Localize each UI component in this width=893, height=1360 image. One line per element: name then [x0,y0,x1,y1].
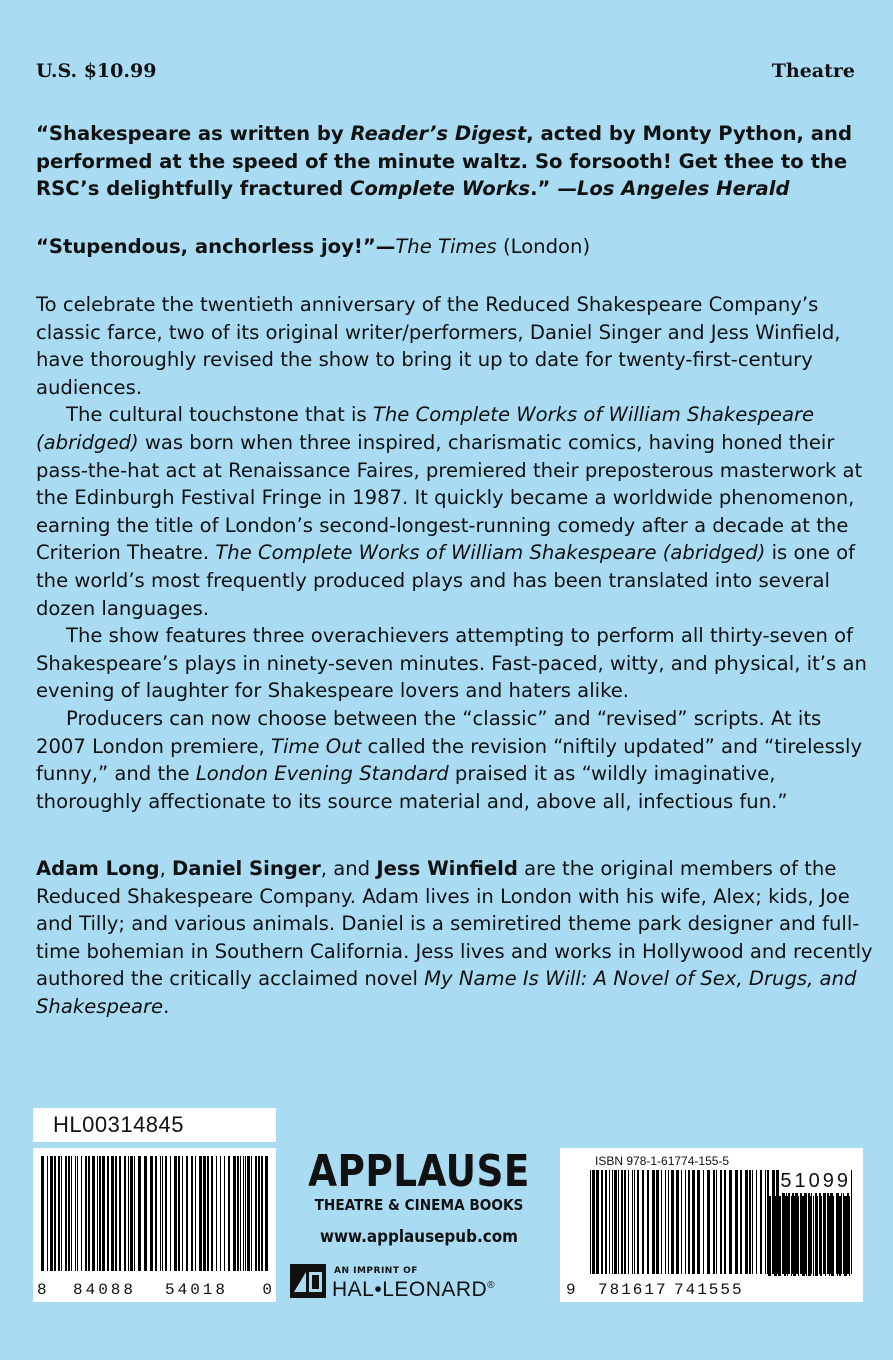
barcode-bar [740,1170,742,1274]
barcode-bar [160,1156,161,1271]
bio-text: . [163,994,170,1018]
barcode-bar [839,1196,841,1276]
barcode-bar [41,1156,44,1271]
header-row [36,60,855,88]
barcode-bar [688,1170,690,1274]
publisher-name: APPLAUSE [308,1146,530,1197]
barcode-bar [668,1170,669,1274]
barcode-bar [255,1156,257,1271]
review-quote-2 [36,233,876,261]
barcode-bar [784,1196,786,1276]
barcode-bar [632,1170,633,1274]
barcode-bar [245,1156,246,1271]
barcode-bar [199,1156,202,1271]
barcode-bar [735,1170,738,1274]
registered-mark: ® [487,1280,496,1291]
barcode-bar [729,1170,732,1274]
barcode-bar [65,1156,67,1271]
barcode-bar [233,1156,236,1271]
barcode-bar [647,1170,649,1274]
author-bio [36,855,876,1021]
barcode-bar [54,1156,56,1271]
barcode-bar [793,1196,796,1276]
barcode-bar [768,1196,771,1276]
barcode-bar [97,1156,98,1271]
barcode-bar [628,1170,629,1274]
barcode-bar [774,1196,777,1276]
barcode-bar [813,1196,814,1276]
price-barcode-bars [768,1196,853,1276]
barcode-bar [692,1170,695,1274]
barcode-bar [261,1156,263,1271]
description-paragraph: The show features three overachievers attempting to perform all thirty-seven of Shakespeare’s plays in ninety-seven minutes. Fast-paced, witty, and physical, it’s an evening of laughter for Shakespeare lovers and haters alike. [36,624,867,703]
barcode-bar [150,1156,153,1271]
barcode-bar [240,1156,241,1271]
barcode-bar [676,1170,679,1274]
barcode-bar [61,1156,62,1271]
barcode-bar [182,1156,183,1271]
para-text: praised it as “wildly imaginative, thoroughly affectionate to its source material and, above all, infectious fun.” [36,762,788,813]
barcode-bar [798,1196,799,1276]
barcode-digits: 741555 [674,1281,744,1299]
para-text: was born when three inspired, charismatic comics, having honed their pass-the-hat act at Renaissance Faires, premiered their preposterous masterwork at the Edinburgh Festival Fringe in 1987. It quickly became a worldwide phenomenon, earning the title of London’s second-longest-running comedy after a decade at the Criterion Theatre. [36,430,863,565]
barcode-bar [637,1170,639,1274]
bio-text: , [159,857,173,880]
author-name: Daniel Singer [172,857,321,880]
barcode-bar [119,1156,121,1271]
upc-barcode [33,1148,276,1302]
quote-text: , acted by Monty Python, and performed at the speed of the minute waltz. So forsooth! Get thee to the RSC’s delightfully fractured [36,122,852,201]
para-text: Producers can now choose between the “classic” and “revised” scripts. At its 2007 London premiere, [36,706,822,758]
barcode-bar [134,1156,135,1271]
barcode-bar [618,1170,619,1274]
barcode-bar [720,1170,722,1274]
isbn-label: ISBN 978-1-61774-155-5 [595,1154,730,1168]
barcode-bar [128,1156,129,1271]
barcode-bar [124,1156,126,1271]
barcode-bar [745,1170,748,1274]
barcode-bar [216,1156,217,1271]
barcode-bar [258,1156,260,1271]
barcode-bar [68,1156,70,1271]
barcode-bar [211,1156,213,1271]
barcode-bar [77,1156,78,1271]
barcode-bar [138,1156,141,1271]
barcode-bar [802,1196,805,1276]
barcode-bar [99,1156,101,1271]
barcode-bar [713,1170,715,1274]
barcode-bar [820,1196,822,1276]
barcode-bar [165,1156,167,1271]
barcode-bar [107,1156,109,1271]
barcode-bar [829,1196,830,1276]
description-paragraph [36,401,876,622]
barcode-bar [47,1156,48,1271]
barcode-bar [849,1196,850,1276]
barcode-digit: 9 [566,1281,576,1299]
barcode-bar [247,1156,250,1271]
barcode-bar [102,1156,105,1271]
barcode-bar [661,1170,662,1274]
barcode-bar [634,1170,635,1274]
barcode-digit: 0 [262,1281,272,1299]
barcode-bar [837,1196,838,1276]
publisher-subtitle: THEATRE & CINEMA BOOKS [314,1196,524,1214]
barcode-bar [592,1170,595,1274]
barcode-bar [614,1170,617,1274]
quote-source: The Times [395,235,497,258]
barcode-bar [251,1156,252,1271]
barcode-bar [685,1170,686,1274]
price: U.S. $10.99 [36,60,157,82]
barcode-bar [703,1170,704,1274]
publisher-url: www.applausepub.com [319,1227,518,1246]
quote-text: “Stupendous, anchorless joy!”— [36,235,396,258]
barcode-bar [724,1170,726,1274]
barcode-bar [144,1156,147,1271]
barcode-bar [178,1156,180,1271]
barcode-bar [652,1170,655,1274]
barcode-bar [50,1156,53,1271]
barcode-bar [697,1170,700,1274]
quote-text: .” — [530,177,577,201]
imprint [290,1264,550,1304]
barcode-bar [88,1156,90,1271]
barcode-bar [605,1170,607,1274]
barcode-bar [815,1196,818,1276]
barcode-bars [41,1156,268,1271]
barcode-bar [265,1156,268,1271]
barcode-bar [162,1156,163,1271]
description-paragraph: To celebrate the twentieth anniversary of the Reduced Shakespeare Company’s classic farce, two of its original writer/performers, Daniel Singer and Jess Winfield, have thoroughly revised the show to bring it up to date for twenty-first-century audiences. [36,293,841,399]
barcode-bar [760,1170,762,1274]
barcode-bar [825,1196,826,1276]
barcode-bar [75,1156,76,1271]
barcode-bar [791,1196,792,1276]
barcode-bar [756,1170,757,1274]
quote-text: (London) [496,235,591,258]
barcode-bar [787,1196,788,1276]
book-title: My Name Is Will: A Novel of Sex, Drugs, and Shakespeare [36,967,857,1018]
imprint-name [332,1278,495,1302]
play-title: The Complete Works of William Shakespeare (abridged) [36,403,815,454]
barcode-bar [778,1196,781,1276]
barcode-bar [609,1170,610,1274]
barcode-bar [806,1196,807,1276]
product-code: HL00314845 [53,1112,185,1137]
barcode-bar [170,1156,171,1271]
barcode-bar [92,1156,95,1271]
author-name: Adam Long [36,857,160,880]
category-label: Theatre [771,60,855,82]
barcode-bar [224,1156,225,1271]
play-title: The Complete Works of William Shakespeare (abridged) [215,541,766,565]
price-code: 51099 [780,1170,851,1192]
barcode-bar [130,1156,133,1271]
barcode-bar [71,1156,72,1271]
barcode-bar [671,1170,674,1274]
barcode-bar [58,1156,60,1271]
barcode-bar [642,1170,644,1274]
bio-text: are the original members of the Reduced Shakespeare Company. Adam lives in London with his wife, Alex; kids, Joe and Tilly; and various animals. Daniel is a semiretired theme park designer and full-time bohemian in Southern California. Jess lives and works in Hollywood and recently authored the critically acclaimed novel [36,857,873,991]
isbn-barcode [560,1148,863,1302]
quote-text: “Shakespeare as written by [36,122,351,145]
barcode-bar [174,1156,177,1271]
barcode-bar [155,1156,157,1271]
barcode-digits: 54018 [165,1281,229,1299]
publication-name: Time Out [270,734,362,758]
barcode-bar [115,1156,117,1271]
review-quote-1 [36,120,876,203]
para-text: The cultural touchstone that is [66,403,373,427]
barcode-bar [85,1156,87,1271]
barcode-bar [621,1170,623,1274]
publication-name: London Evening Standard [195,762,449,786]
barcode-bar [765,1170,766,1274]
bio-text: , and [320,857,377,880]
barcode-bar [220,1156,221,1271]
description [36,291,876,815]
quote-italic: Reader’s Digest [350,122,527,145]
barcode-bar [808,1196,811,1276]
barcode-bar [228,1156,230,1271]
barcode-bar [612,1170,613,1274]
barcode-bar [590,1170,591,1274]
imprint-name-text: HAL•LEONARD [332,1278,488,1301]
barcode-bar [243,1156,244,1271]
barcode-bar [191,1156,193,1271]
barcode-digit: 8 [37,1281,47,1299]
barcode-bar [749,1170,751,1274]
para-text: called the revision “niftily updated” and “tirelessly funny,” and the [36,734,863,786]
imprint-label: AN IMPRINT OF [334,1266,418,1276]
barcode-bar [831,1196,834,1276]
barcode-bar [656,1170,659,1274]
hal-leonard-logo-icon [290,1264,326,1298]
para-text: is one of the world’s most frequently produced plays and has been translated into several dozen languages. [36,541,856,620]
barcode-bar [195,1156,196,1271]
barcode-bar [601,1170,603,1274]
barcode-bar [111,1156,114,1271]
product-code-box [33,1108,276,1142]
barcode-bar [237,1156,239,1271]
description-paragraph [36,705,876,815]
quote-italic: Complete Works [349,177,531,201]
barcode-bar [624,1170,626,1274]
author-name: Jess Winfield [376,857,518,880]
quote-source: Los Angeles Herald [576,177,790,201]
barcode-bar [681,1170,682,1274]
barcode-bar [203,1156,206,1271]
barcode-bar [207,1156,209,1271]
barcode-bar [665,1170,666,1274]
barcode-bar [716,1170,717,1274]
barcode-digits: 781617 [598,1281,668,1299]
barcode-digits: 84088 [73,1281,137,1299]
barcode-bar [844,1196,847,1276]
barcode-bar [707,1170,710,1274]
barcode-bar [81,1156,82,1271]
barcode-bar [752,1170,753,1274]
barcode-bar [186,1156,188,1271]
publisher-block [284,1148,554,1308]
barcode-bar [596,1170,599,1274]
